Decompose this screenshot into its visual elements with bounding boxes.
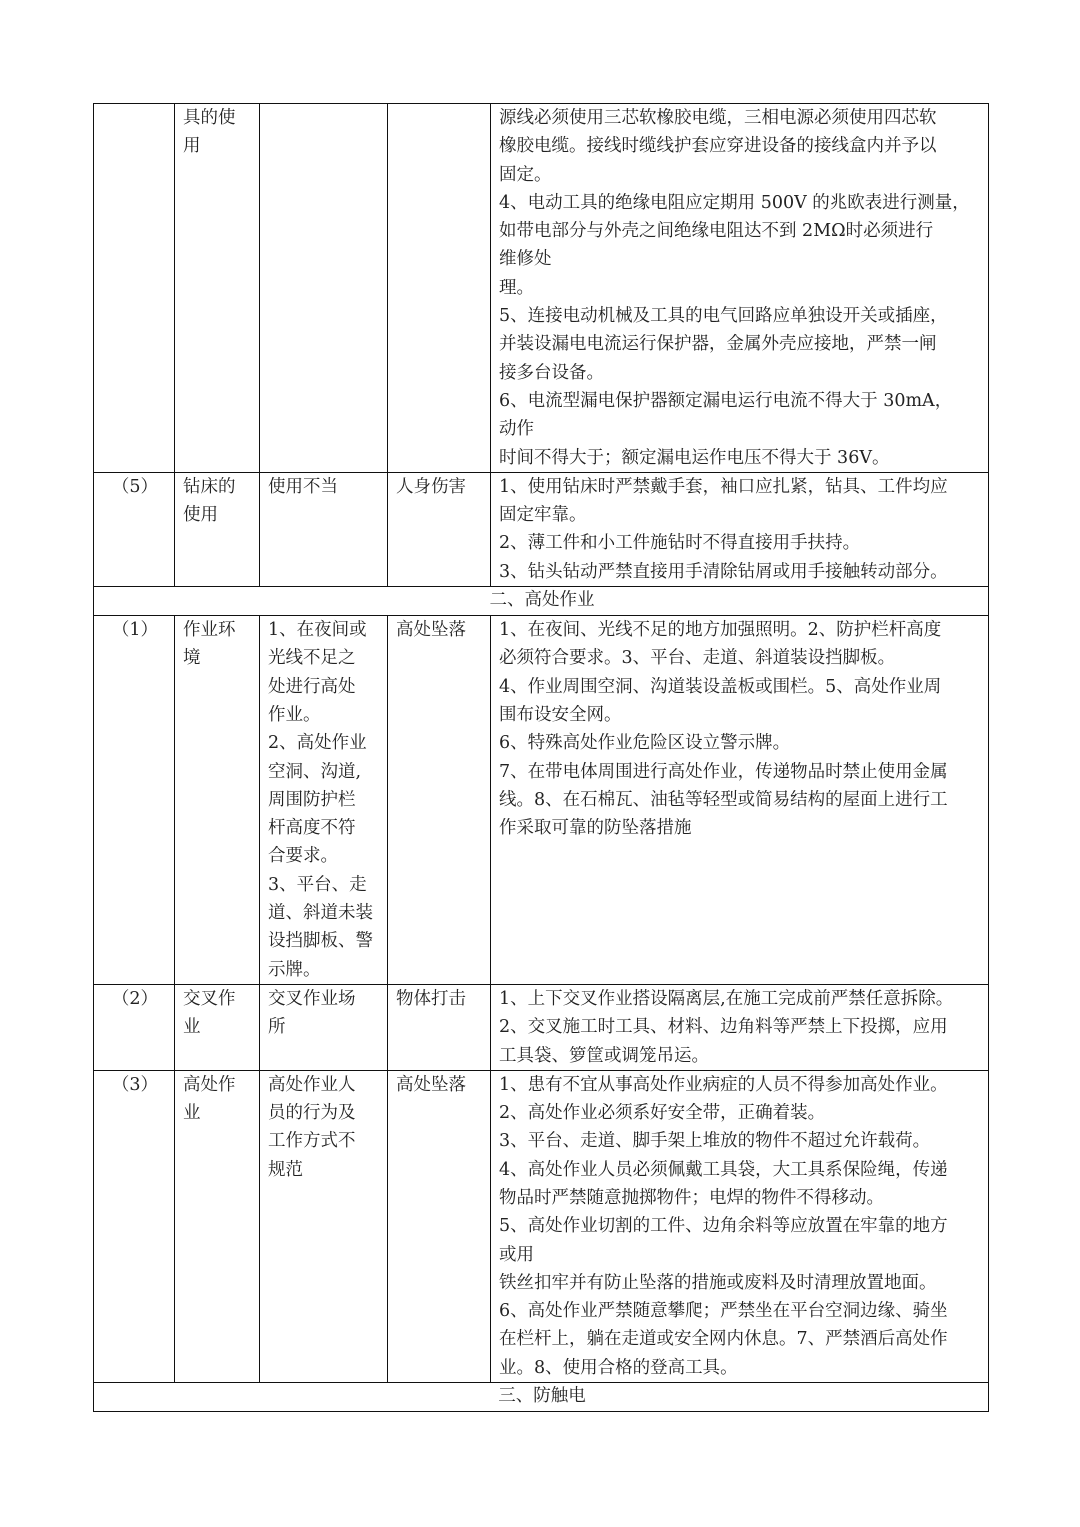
factor-line: 设挡脚板、警 [268, 931, 373, 952]
hazard-cell: 高处坠落 [388, 1070, 491, 1382]
measure-line: 作采取可靠的防坠落措施 [499, 818, 692, 839]
measure-line: 橡胶电缆。接线时缆线护套应穿进设备的接线盒内并予以 [499, 136, 937, 157]
factor-line: 规范 [268, 1159, 303, 1180]
measure-line: 2、高处作业必须系好安全带，正确着装。 [499, 1103, 826, 1124]
measure-line: 1、上下交叉作业搭设隔离层,在施工完成前严禁任意拆除。 [499, 988, 954, 1009]
measure-line: 如带电部分与外壳之间绝缘电阻达不到 2MΩ时必须进行 [499, 221, 934, 242]
measure-line: 6、电流型漏电保护器额定漏电运行电流不得大于 30mA， [499, 390, 953, 411]
factor-line: 使用不当 [268, 476, 338, 497]
hazard-cell: 人身伤害 [388, 472, 491, 586]
factor-line: 1、在夜间或 [268, 620, 367, 641]
factor-line: 作业。 [268, 704, 321, 725]
measure-line: 2、交叉施工时工具、材料、边角料等严禁上下投掷，应用 [499, 1017, 948, 1038]
factor-line: 周围防护栏 [268, 789, 356, 810]
measure-line: 工具袋、箩筐或调笼吊运。 [499, 1045, 709, 1066]
section-row [94, 587, 989, 616]
factor-line: 示牌。 [268, 959, 321, 980]
measure-line: 4、电动工具的绝缘电阻应定期用 500V 的兆欧表进行测量， [499, 192, 970, 213]
factor-cell [260, 472, 388, 586]
measure-line: 7、在带电体周围进行高处作业，传递物品时禁止使用金属 [499, 761, 948, 782]
factor-line: 所 [268, 1017, 286, 1038]
section-title: 二、高处作业 [94, 587, 989, 616]
measures-cell [491, 616, 989, 985]
factor-line: 2、高处作业 [268, 733, 367, 754]
factor-cell [260, 104, 388, 473]
measure-line: 时间不得大于；额定漏电运作电压不得大于 36V。 [499, 447, 890, 468]
factor-line: 杆高度不符 [268, 818, 356, 839]
item-line: 境 [183, 648, 201, 669]
factor-line: 空洞、沟道, [268, 761, 362, 782]
measure-line: 业。8、使用合格的登高工具。 [499, 1357, 738, 1378]
measure-line: 1、患有不宜从事高处作业病症的人员不得参加高处作业。 [499, 1074, 948, 1095]
hazard-cell: 物体打击 [388, 984, 491, 1070]
measure-line: 或用 [499, 1244, 534, 1265]
row-number: （1） [94, 616, 175, 985]
measure-line: 理。 [499, 277, 534, 298]
measure-line: 6、特殊高处作业危险区设立警示牌。 [499, 733, 791, 754]
measure-line: 必须符合要求。3、平台、走道、斜道装设挡脚板。 [499, 648, 896, 669]
measure-line: 6、高处作业严禁随意攀爬；严禁坐在平台空洞边缘、骑坐 [499, 1301, 948, 1322]
measure-line: 围布设安全网。 [499, 704, 622, 725]
factor-line: 合要求。 [268, 846, 338, 867]
table-row [94, 984, 989, 1070]
table-body [94, 104, 989, 1412]
measure-line: 4、高处作业人员必须佩戴工具袋，大工具系保险绳，传递 [499, 1159, 948, 1180]
measure-line: 固定牢靠。 [499, 505, 587, 526]
factor-line: 高处作业人 [268, 1074, 356, 1095]
measure-line: 4、作业周围空洞、沟道装设盖板或围栏。5、高处作业周 [499, 676, 942, 697]
measure-line: 动作 [499, 419, 534, 440]
row-number: （3） [94, 1070, 175, 1382]
row-number [94, 104, 175, 473]
table-row [94, 104, 989, 473]
row-number: （5） [94, 472, 175, 586]
item-cell [175, 1070, 260, 1382]
item-cell [175, 472, 260, 586]
measure-line: 2、薄工件和小工件施钻时不得直接用手扶持。 [499, 533, 861, 554]
item-line: 用 [183, 136, 201, 157]
item-line: 作业环 [183, 620, 236, 641]
measure-line: 5、高处作业切割的工件、边角余料等应放置在牢靠的地方 [499, 1216, 948, 1237]
factor-line: 处进行高处 [268, 676, 356, 697]
factor-cell [260, 984, 388, 1070]
item-cell [175, 984, 260, 1070]
measure-line: 接多台设备。 [499, 362, 604, 383]
hazard-cell [388, 104, 491, 473]
row-number: （2） [94, 984, 175, 1070]
factor-line: 3、平台、走 [268, 874, 367, 895]
factor-line: 道、斜道未装 [268, 903, 373, 924]
measures-cell [491, 472, 989, 586]
section-row [94, 1383, 989, 1412]
measure-line: 固定。 [499, 164, 552, 185]
measure-line: 源线必须使用三芯软橡胶电缆，三相电源必须使用四芯软 [499, 108, 937, 128]
section-title: 三、防触电 [94, 1383, 989, 1412]
measure-line: 5、连接电动机械及工具的电气回路应单独设开关或插座， [499, 306, 948, 327]
item-line: 高处作 [183, 1074, 236, 1095]
table-row [94, 472, 989, 586]
item-line: 业 [183, 1017, 201, 1038]
hazard-cell: 高处坠落 [388, 616, 491, 985]
table-row [94, 1070, 989, 1382]
measures-cell [491, 984, 989, 1070]
measures-cell [491, 1070, 989, 1382]
measure-line: 铁丝扣牢并有防止坠落的措施或废料及时清理放置地面。 [499, 1272, 937, 1293]
measures-cell [491, 104, 989, 473]
item-line: 交叉作 [183, 988, 236, 1009]
safety-measures-table [93, 103, 989, 1412]
item-cell [175, 616, 260, 985]
measure-line: 3、平台、走道、脚手架上堆放的物件不超过允许载荷。 [499, 1131, 931, 1152]
measure-line: 1、在夜间、光线不足的地方加强照明。2、防护栏杆高度 [499, 620, 942, 641]
item-line: 钻床的 [183, 476, 236, 497]
factor-line: 员的行为及 [268, 1103, 356, 1124]
measure-line: 1、使用钻床时严禁戴手套，袖口应扎紧，钻具、工件均应 [499, 476, 948, 497]
factor-line: 工作方式不 [268, 1131, 356, 1152]
item-cell [175, 104, 260, 473]
measure-line: 物品时严禁随意抛掷物件；电焊的物件不得移动。 [499, 1187, 884, 1208]
factor-line: 交叉作业场 [268, 988, 356, 1009]
factor-cell [260, 616, 388, 985]
factor-line: 光线不足之 [268, 648, 356, 669]
item-line: 具的使 [183, 108, 236, 128]
table-row [94, 616, 989, 985]
measure-line: 并装设漏电电流运行保护器，金属外壳应接地，严禁一闸 [499, 334, 937, 355]
factor-cell [260, 1070, 388, 1382]
measure-line: 维修处 [499, 249, 552, 270]
item-line: 业 [183, 1103, 201, 1124]
measure-line: 在栏杆上，躺在走道或安全网内休息。7、严禁酒后高处作 [499, 1329, 948, 1350]
measure-line: 3、钻头钻动严禁直接用手清除钻屑或用手接触转动部分。 [499, 561, 948, 582]
item-line: 使用 [183, 505, 218, 526]
measure-line: 线。8、在石棉瓦、油毡等轻型或简易结构的屋面上进行工 [499, 789, 948, 810]
